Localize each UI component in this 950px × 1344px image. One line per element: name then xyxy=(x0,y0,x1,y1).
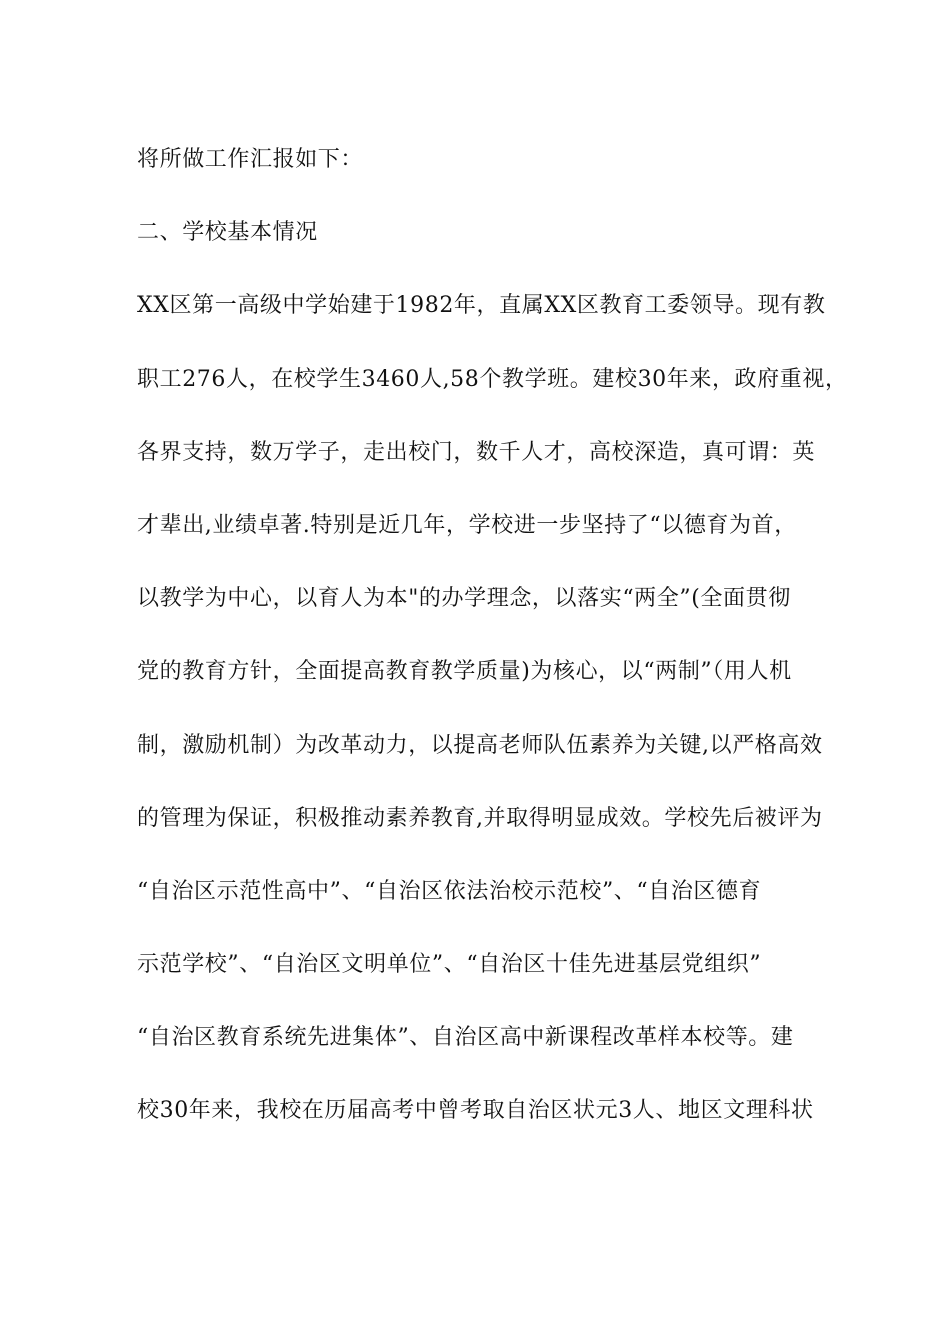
text-line: 以教学为中心，以育人为本"的办学理念，以落实“两全”(全面贯彻 xyxy=(137,586,791,612)
text-line: “自治区示范性高中”、“自治区依法治校示范校”、“自治区德育 xyxy=(137,878,762,904)
section-heading: 二、学校基本情况 xyxy=(137,220,318,246)
text-line: “自治区教育系统先进集体”、自治区高中新课程改革样本校等。建 xyxy=(137,1025,794,1051)
document-body xyxy=(137,140,848,1165)
text-line: 校30年来，我校在历届高考中曾考取自治区状元3人、地区文理科状 xyxy=(137,1098,814,1124)
text-line: 的管理为保证，积极推动素养教育,并取得明显成效。学校先后被评为 xyxy=(137,805,823,831)
text-line: 才辈出,业绩卓著.特别是近几年，学校进一步坚持了“以德育为首， xyxy=(137,512,797,538)
text-line: XX区第一高级中学始建于1982年，直属XX区教育工委领导。现有教 xyxy=(137,293,826,319)
text-line-intro: 将所做工作汇报如下： xyxy=(137,147,364,172)
text-line: 职工276人，在校学生3460人,58个教学班。建校30年来，政府重视， xyxy=(137,366,848,392)
text-line: 制，激励机制）为改革动力，以提高老师队伍素养为关键,以严格高效 xyxy=(137,732,823,758)
text-line: 示范学校”、“自治区文明单位”、“自治区十佳先进基层党组织” xyxy=(137,952,762,978)
text-line: 党的教育方针，全面提高教育教学质量)为核心，以“两制”（用人机 xyxy=(137,659,792,685)
text-line: 各界支持，数万学子，走出校门，数千人才，高校深造，真可谓：英 xyxy=(137,439,816,465)
